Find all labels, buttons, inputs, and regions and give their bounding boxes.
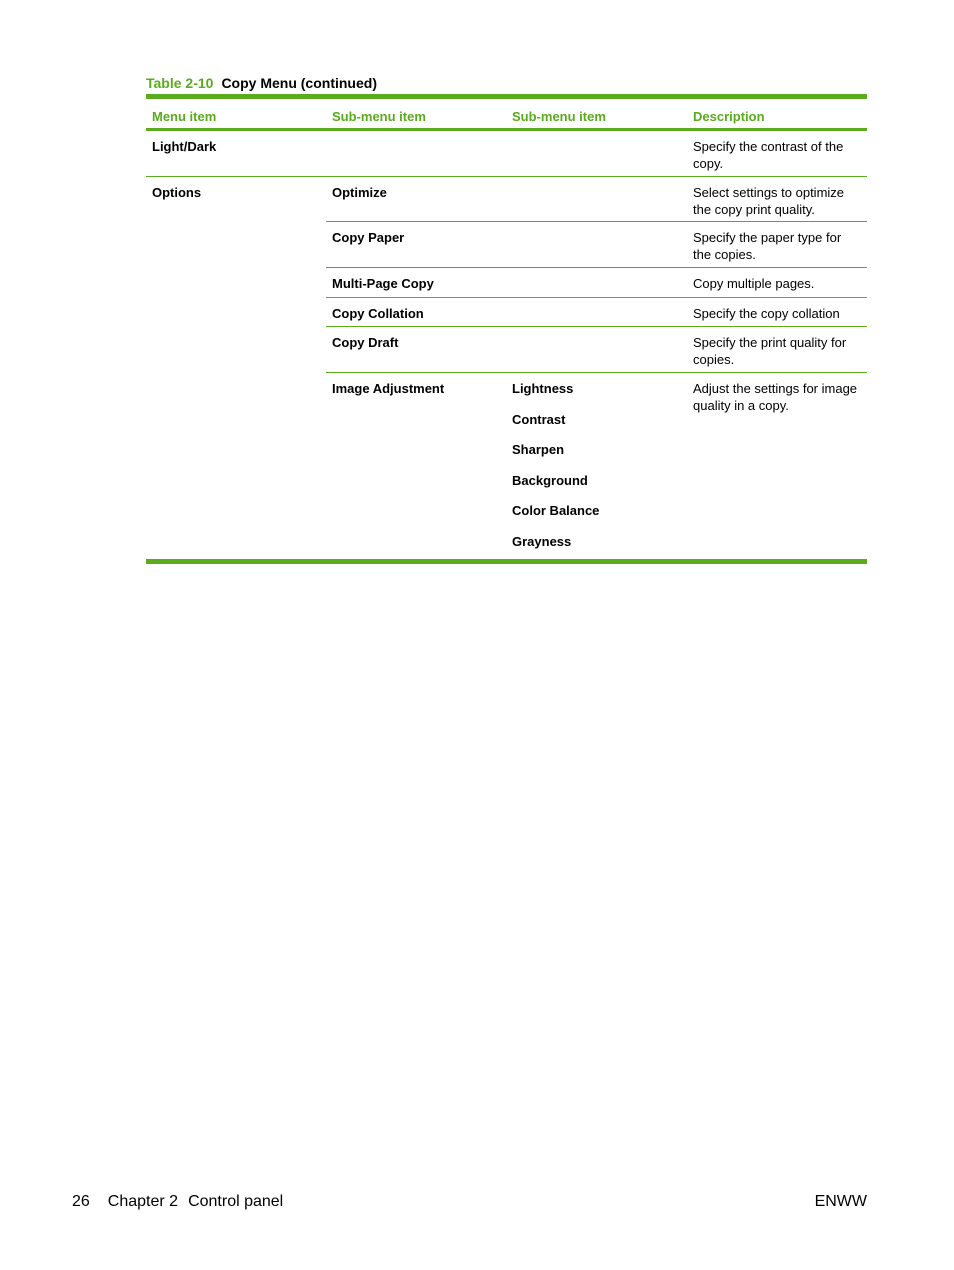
table-row bbox=[146, 327, 867, 373]
description-cell: Select settings to optimize the copy print quality. bbox=[693, 185, 845, 217]
section-label: Control panel bbox=[188, 1193, 284, 1210]
footer-locale: ENWW bbox=[814, 1193, 867, 1210]
page-footer bbox=[72, 1193, 301, 1211]
table-row bbox=[146, 298, 867, 327]
menu-item-cell: Light/Dark bbox=[152, 139, 217, 154]
sub-menu-cell: Copy Collation bbox=[332, 306, 424, 321]
sub-sub-menu-item: Lightness bbox=[512, 381, 574, 396]
sub-sub-menu-list bbox=[506, 373, 687, 559]
empty-cell bbox=[506, 131, 687, 177]
sub-menu-cell: Optimize bbox=[332, 185, 387, 200]
sub-sub-menu-item: Color Balance bbox=[512, 503, 600, 518]
copy-menu-table bbox=[146, 94, 867, 564]
sub-sub-menu-item: Background bbox=[512, 472, 588, 488]
table-number: Table 2-10 bbox=[146, 75, 214, 91]
table-header-row bbox=[146, 99, 867, 131]
description-cell: Copy multiple pages. bbox=[693, 276, 815, 291]
page-number: 26 bbox=[72, 1193, 90, 1210]
description-cell: Specify the paper type for the copies. bbox=[693, 230, 842, 262]
header-menu-item: Menu item bbox=[152, 109, 217, 124]
sub-sub-menu-item: Sharpen bbox=[512, 442, 565, 457]
table-bottom-rule bbox=[146, 559, 867, 564]
description-cell: Adjust the settings for image quality in a copy. bbox=[693, 381, 858, 413]
table-row bbox=[146, 222, 867, 268]
description-cell: Specify the print quality for copies. bbox=[693, 335, 847, 367]
header-description: Description bbox=[693, 109, 765, 124]
sub-menu-cell: Copy Draft bbox=[332, 335, 399, 350]
description-cell: Specify the copy collation bbox=[693, 306, 840, 321]
menu-item-cell: Options bbox=[152, 185, 202, 200]
header-sub-menu-item: Sub-menu item bbox=[332, 109, 426, 124]
chapter-label: Chapter 2 bbox=[107, 1193, 179, 1210]
sub-menu-cell: Image Adjustment bbox=[332, 381, 445, 396]
table-caption bbox=[146, 75, 377, 91]
sub-sub-menu-item: Contrast bbox=[512, 411, 566, 427]
empty-cell bbox=[326, 131, 506, 177]
header-sub-menu-item-2: Sub-menu item bbox=[512, 109, 606, 124]
table-row bbox=[146, 268, 867, 298]
description-cell: Specify the contrast of the copy. bbox=[693, 139, 844, 171]
table-row bbox=[146, 373, 867, 559]
table-row bbox=[146, 177, 867, 222]
sub-sub-menu-item: Grayness bbox=[512, 533, 572, 549]
table-title: Copy Menu (continued) bbox=[221, 75, 377, 91]
table-row bbox=[146, 131, 867, 177]
options-group bbox=[146, 177, 867, 559]
sub-menu-cell: Copy Paper bbox=[332, 230, 405, 245]
sub-menu-cell: Multi-Page Copy bbox=[332, 276, 434, 291]
